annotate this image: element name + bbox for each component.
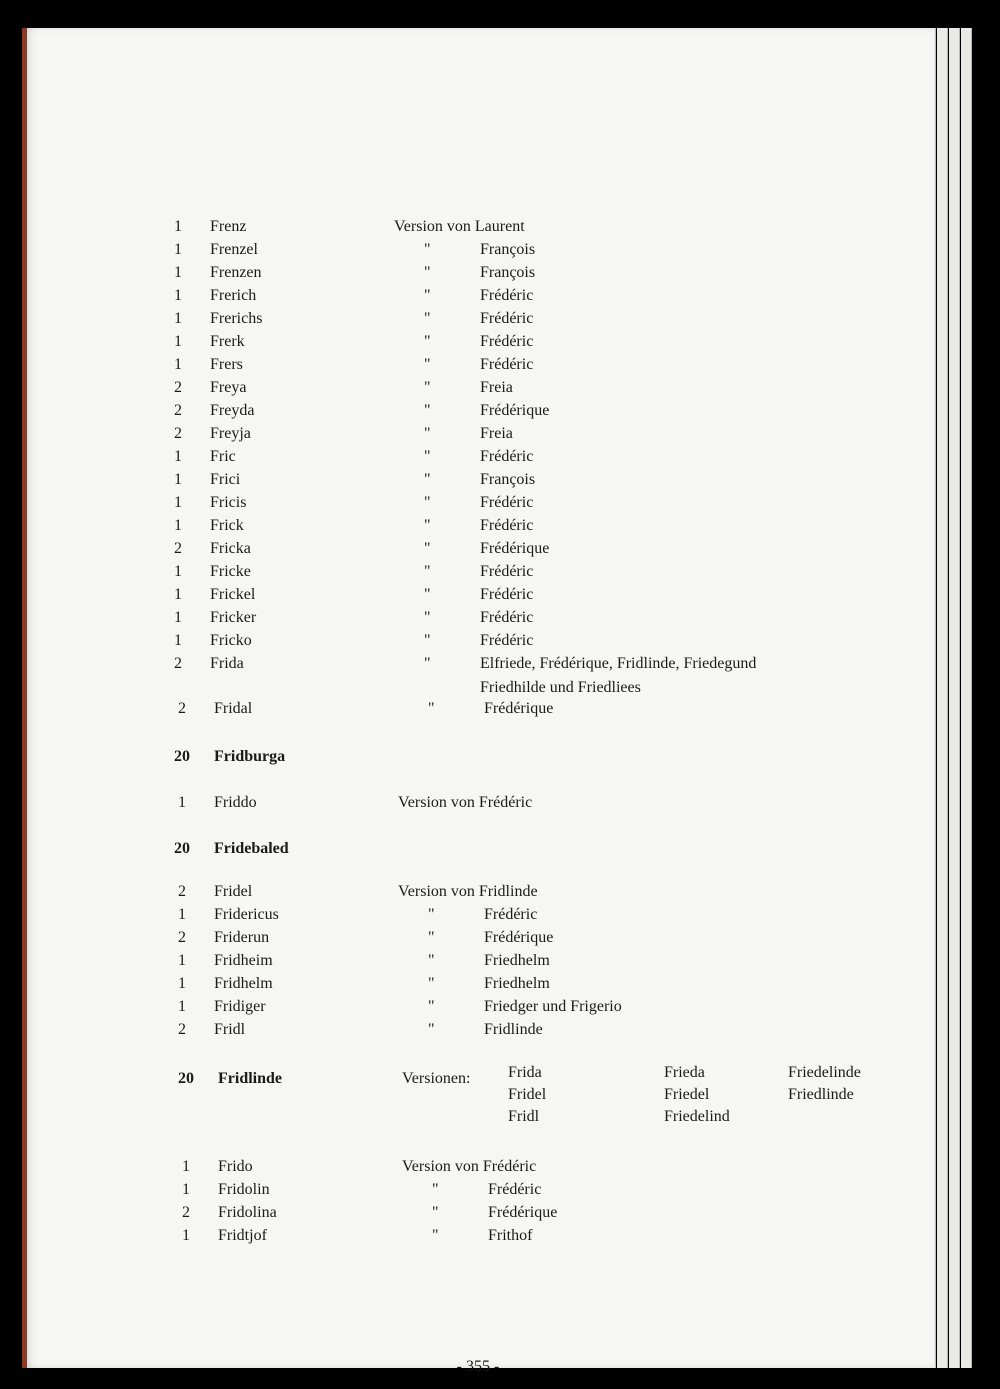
entry-name: Fridolina (218, 1204, 277, 1221)
version-name: Friedlinde (788, 1086, 854, 1103)
entry-count: 1 (174, 356, 182, 373)
entry-value: Frédéric (480, 517, 534, 534)
entry-value: Freia (480, 425, 513, 442)
entry-count: 20 (178, 1070, 194, 1087)
entry-relation: Version von Fridlinde (398, 883, 538, 900)
entry-count: 2 (178, 700, 186, 717)
entry-name: Fridburga (214, 748, 286, 765)
page-number: - 355 - (456, 1358, 500, 1375)
entry-value: Frédérique (484, 929, 554, 946)
entry-relation: Version von Frédéric (402, 1158, 537, 1175)
entry-row (22, 492, 934, 514)
entry-relation: " (424, 287, 431, 304)
version-name: Friedel (664, 1086, 710, 1103)
entry-value: François (480, 264, 536, 281)
entry-value: Fridlinde (484, 1021, 543, 1038)
entry-name: Frenz (210, 218, 247, 235)
entry-count: 2 (174, 402, 182, 419)
entry-value: Frédérique (480, 402, 550, 419)
entry-name: Fric (210, 448, 236, 465)
version-name: Friedelind (664, 1108, 730, 1125)
entry-row (22, 538, 934, 560)
entry-count: 1 (174, 609, 182, 626)
entry-row (22, 653, 934, 696)
version-name: Frida (508, 1064, 542, 1081)
entry-value: Frédéric (480, 632, 534, 649)
entry-name: Fridel (214, 883, 253, 900)
entry-row (22, 216, 934, 238)
entry-name: Fricka (210, 540, 251, 557)
entry-value: Frédérique (488, 1204, 558, 1221)
entry-count: 1 (174, 287, 182, 304)
entry-row (22, 262, 934, 284)
entry-row (22, 746, 934, 768)
entry-name: Frenzel (210, 241, 258, 258)
entry-value: Elfriede, Frédérique, Fridlinde, Friedegund (480, 655, 757, 672)
entry-count: 2 (174, 425, 182, 442)
entry-name: Frerich (210, 287, 257, 304)
entry-row (22, 1019, 934, 1041)
entry-relation: " (424, 356, 431, 373)
book-spine (22, 28, 27, 1368)
entry-value: François (480, 241, 536, 258)
entry-count: 1 (182, 1181, 190, 1198)
entry-name: Fricis (210, 494, 247, 511)
entry-row (22, 377, 934, 399)
entry-name: Freya (210, 379, 247, 396)
entry-relation: " (424, 241, 431, 258)
entry-name: Frici (210, 471, 241, 488)
entry-relation: " (424, 310, 431, 327)
entry-count: 2 (174, 379, 182, 396)
entry-value: Frédérique (484, 700, 554, 717)
entry-row (22, 331, 934, 353)
entry-row (22, 1156, 934, 1178)
entry-value: Frédérique (480, 540, 550, 557)
entry-relation: " (424, 471, 431, 488)
entry-name: Frenzen (210, 264, 262, 281)
entry-relation: " (424, 425, 431, 442)
entry-value: Frédéric (480, 586, 534, 603)
entry-row (22, 515, 934, 537)
entry-relation: " (428, 929, 435, 946)
entry-count: 2 (182, 1204, 190, 1221)
entry-relation: " (428, 700, 435, 717)
entry-row (22, 838, 934, 860)
entry-count: 1 (174, 471, 182, 488)
entry-count: 1 (182, 1227, 190, 1244)
entry-relation: " (424, 333, 431, 350)
entry-relation: " (424, 586, 431, 603)
entry-relation: " (424, 264, 431, 281)
entry-name: Fridericus (214, 906, 279, 923)
entry-relation: " (424, 655, 431, 672)
entry-name: Fridiger (214, 998, 266, 1015)
entry-row (22, 927, 934, 949)
entry-count: 1 (178, 794, 186, 811)
entry-row (22, 881, 934, 903)
entry-relation: " (424, 494, 431, 511)
entry-count: 1 (174, 586, 182, 603)
entry-row (22, 584, 934, 606)
entry-value: Frédéric (480, 494, 534, 511)
entry-row (22, 400, 934, 422)
entry-row (22, 1179, 934, 1201)
entry-relation: " (424, 632, 431, 649)
entry-relation: " (424, 540, 431, 557)
entry-count: 2 (174, 540, 182, 557)
entry-count: 1 (174, 563, 182, 580)
entry-relation: " (424, 517, 431, 534)
entry-name: Fridolin (218, 1181, 270, 1198)
entry-value: Frédéric (480, 287, 534, 304)
entry-name: Frick (210, 517, 244, 534)
entry-value: Freia (480, 379, 513, 396)
entry-name: Fridhelm (214, 975, 273, 992)
entry-count: 1 (174, 448, 182, 465)
entry-count: 20 (174, 748, 190, 765)
entry-count: 1 (174, 333, 182, 350)
entry-relation: " (424, 563, 431, 580)
entry-value: Friedhelm (484, 975, 550, 992)
entry-count: 1 (174, 517, 182, 534)
entry-relation: " (424, 402, 431, 419)
entry-relation: " (424, 379, 431, 396)
entry-count: 1 (174, 494, 182, 511)
entry-name: Frerichs (210, 310, 263, 327)
entry-row (22, 354, 934, 376)
version-name: Friedelinde (788, 1064, 861, 1081)
entry-relation: " (428, 975, 435, 992)
entry-relation: " (428, 1021, 435, 1038)
entry-name: Fridebaled (214, 840, 289, 857)
entry-count: 1 (178, 975, 186, 992)
entry-row (22, 904, 934, 926)
entry-name: Fridl (214, 1021, 246, 1038)
entry-row (22, 446, 934, 468)
entry-relation: " (428, 906, 435, 923)
entry-relation: " (428, 998, 435, 1015)
entry-name: Fricke (210, 563, 251, 580)
entry-row (22, 423, 934, 445)
entry-count: 1 (178, 906, 186, 923)
entry-name: Freyja (210, 425, 251, 442)
entry-count: 1 (178, 998, 186, 1015)
entry-value: François (480, 471, 536, 488)
entry-name: Frido (218, 1158, 253, 1175)
entry-name: Fricker (210, 609, 257, 626)
entry-value: Frédéric (480, 310, 534, 327)
entry-value: Frédéric (480, 356, 534, 373)
entry-row (22, 996, 934, 1018)
entry-count: 2 (174, 655, 182, 672)
entry-relation: " (424, 448, 431, 465)
entry-value: Frithof (488, 1227, 533, 1244)
entry-value: Friedger und Frigerio (484, 998, 622, 1015)
entry-count: 1 (174, 310, 182, 327)
version-name: Fridel (508, 1086, 547, 1103)
entry-relation: Version von Laurent (394, 218, 525, 235)
entry-row (22, 239, 934, 261)
entry-count: 1 (174, 632, 182, 649)
entry-relation: " (428, 952, 435, 969)
entry-name: Friddo (214, 794, 257, 811)
entry-row (22, 469, 934, 491)
entry-name: Freyda (210, 402, 255, 419)
entry-count: 1 (174, 241, 182, 258)
entry-value: Frédéric (488, 1181, 542, 1198)
entry-name: Fricko (210, 632, 252, 649)
entry-count: 2 (178, 1021, 186, 1038)
entry-name: Fridtjof (218, 1227, 267, 1244)
entry-value: Frédéric (480, 563, 534, 580)
entry-relation: " (432, 1227, 439, 1244)
entry-name: Frida (210, 655, 244, 672)
entry-value: Frédéric (484, 906, 538, 923)
entry-name: Fridal (214, 700, 253, 717)
entry-row (22, 1064, 934, 1125)
entry-row (22, 1202, 934, 1224)
entry-row (22, 950, 934, 972)
entry-relation: " (432, 1204, 439, 1221)
entry-count: 1 (174, 218, 182, 235)
entry-row (22, 973, 934, 995)
entry-count: 1 (178, 952, 186, 969)
entry-row (22, 561, 934, 583)
entry-count: 20 (174, 840, 190, 857)
entry-relation: " (424, 609, 431, 626)
entry-row (22, 792, 934, 814)
entry-row (22, 607, 934, 629)
entry-name: Fridheim (214, 952, 273, 969)
entry-count: 2 (178, 883, 186, 900)
entry-row (22, 1225, 934, 1247)
entry-name: Frickel (210, 586, 256, 603)
entry-count: 2 (178, 929, 186, 946)
entry-name: Frers (210, 356, 243, 373)
entry-value: Frédéric (480, 333, 534, 350)
entry-relation: Versionen: (402, 1070, 471, 1087)
entry-relation: " (432, 1181, 439, 1198)
entry-row (22, 698, 934, 720)
entry-value: Frédéric (480, 448, 534, 465)
entry-value: Frédéric (480, 609, 534, 626)
entry-relation: Version von Frédéric (398, 794, 533, 811)
entry-count: 1 (174, 264, 182, 281)
entry-name: Frerk (210, 333, 245, 350)
version-name: Fridl (508, 1108, 540, 1125)
version-name: Frieda (664, 1064, 705, 1081)
entry-name: Friderun (214, 929, 270, 946)
entry-value-continued: Friedhilde und Friedliees (480, 679, 641, 696)
entry-row (22, 308, 934, 330)
entry-row (22, 630, 934, 652)
entry-value: Friedhelm (484, 952, 550, 969)
book-page (22, 28, 934, 1375)
entry-name: Fridlinde (218, 1070, 283, 1087)
entry-count: 1 (182, 1158, 190, 1175)
entry-row (22, 285, 934, 307)
